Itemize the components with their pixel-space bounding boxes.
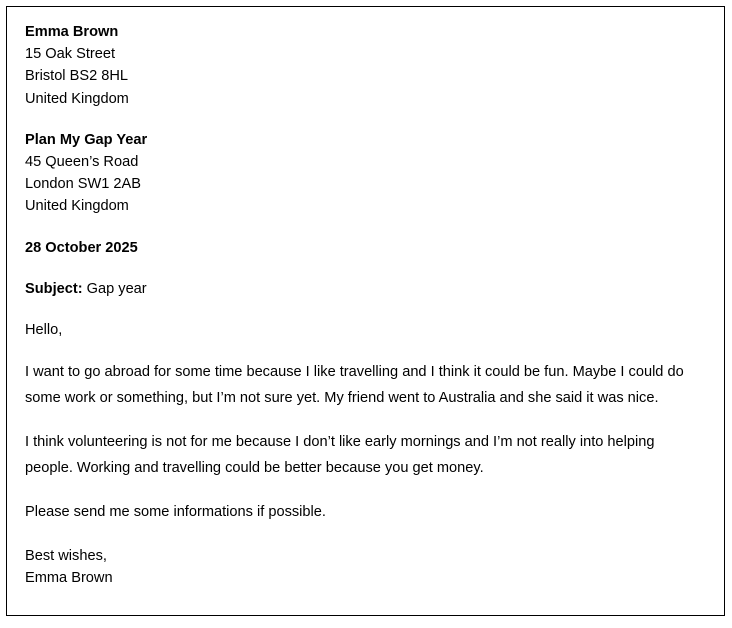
spacer — [25, 259, 706, 278]
sender-address-line-1: 15 Oak Street — [25, 46, 116, 63]
spacer — [25, 110, 706, 129]
sender-address-line-2: Bristol BS2 8HL — [25, 68, 129, 85]
spacer — [25, 300, 706, 319]
spacer — [25, 341, 706, 360]
body-paragraph-1: I want to go abroad for some time because I like travelling and I think it could be fun. Maybe I could do some work or something, but I’m not sure yet. My friend went to Australia and she said it was nice. — [25, 364, 684, 406]
spacer — [25, 218, 706, 237]
sender-address-line-3: United Kingdom — [25, 90, 129, 107]
letter-date: 28 October 2025 — [25, 239, 138, 256]
body-paragraph-2: I think volunteering is not for me because I don’t like early mornings and I’m not really into helping people. Working and travelling could be better because you get money. — [25, 434, 655, 476]
sender-name: Emma Brown — [25, 24, 119, 40]
recipient-address-line-3: United Kingdom — [25, 198, 129, 215]
spacer — [25, 526, 706, 545]
recipient-address-block — [25, 129, 706, 218]
subject-line — [25, 278, 706, 300]
signature: Emma Brown — [25, 569, 113, 586]
recipient-name: Plan My Gap Year — [25, 131, 148, 148]
subject-value: Gap year — [82, 280, 147, 297]
spacer — [25, 411, 706, 430]
recipient-address-line-2: London SW1 2AB — [25, 176, 142, 193]
spacer — [25, 481, 706, 500]
closing: Best wishes, — [25, 547, 107, 564]
letter-document — [6, 6, 725, 616]
body-paragraph-3: Please send me some informations if possible. — [25, 504, 326, 521]
sender-address-block — [25, 21, 706, 110]
subject-label: Subject: — [25, 280, 83, 297]
salutation: Hello, — [25, 322, 63, 339]
recipient-address-line-1: 45 Queen’s Road — [25, 154, 139, 171]
